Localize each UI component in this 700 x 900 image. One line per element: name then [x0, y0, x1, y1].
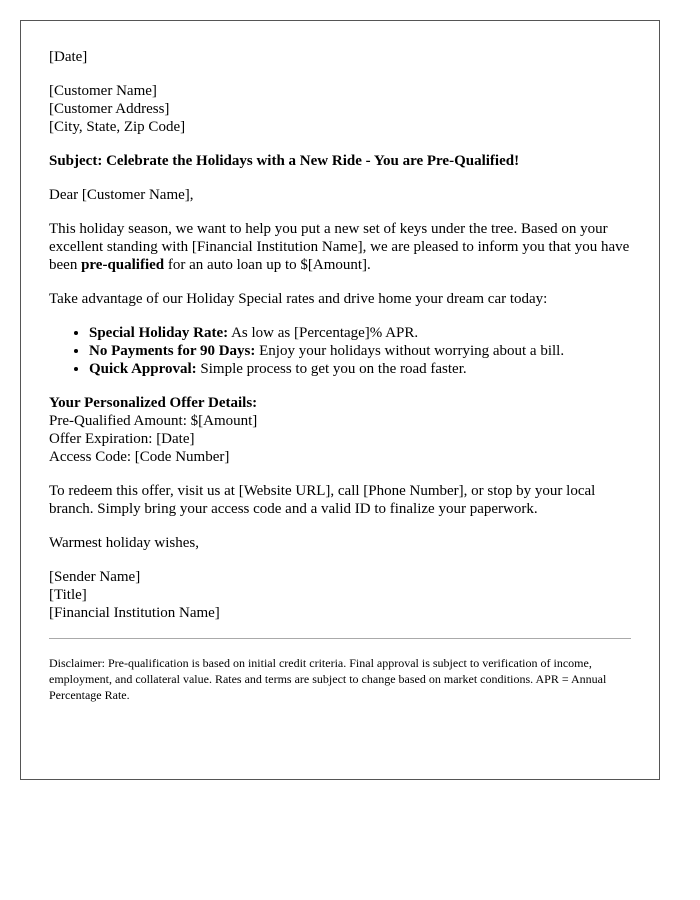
- sender-name: [Sender Name]: [49, 569, 141, 585]
- intro-text-start: This holiday season, we want to help you put a new set of keys under the tree. Based on your excellent standing with [Financial Institution Name], we are pleased to inform you that you have been: [49, 221, 630, 273]
- sender-institution: [Financial Institution Name]: [49, 605, 220, 621]
- intro-text-end: for an auto loan up to $[Amount].: [164, 257, 371, 273]
- offer-details-heading: Your Personalized Offer Details:: [49, 395, 258, 411]
- intro-text-bold: pre-qualified: [81, 257, 165, 273]
- lead-in-paragraph: Take advantage of our Holiday Special rates and drive home your dream car today:: [49, 291, 548, 307]
- disclaimer-divider: [49, 638, 631, 639]
- letter-page: [20, 20, 660, 780]
- closing: Warmest holiday wishes,: [49, 535, 200, 551]
- sender-signature-block: [49, 568, 631, 622]
- sender-title: [Title]: [49, 587, 87, 603]
- recipient-name: [Customer Name]: [49, 83, 157, 99]
- benefit-item-no-payments: [89, 342, 631, 360]
- benefit-item-holiday-rate: [89, 324, 631, 342]
- disclaimer-text: Disclaimer: Pre-qualification is based on initial credit criteria. Final approval is subject to verification of income, employment, and collateral value. Rates and terms are subject to change based on market conditions. APR = Annual Percentage Rate.: [49, 656, 607, 702]
- benefit-title: Quick Approval:: [89, 361, 197, 377]
- redeem-paragraph: To redeem this offer, visit us at [Website URL], call [Phone Number], or stop by your local branch. Simply bring your access code and a valid ID to finalize your paperwork.: [49, 483, 596, 517]
- offer-expiration: Offer Expiration: [Date]: [49, 431, 195, 447]
- benefit-text: Enjoy your holidays without worrying about a bill.: [255, 343, 565, 359]
- offer-access-code: Access Code: [Code Number]: [49, 449, 230, 465]
- recipient-address: [Customer Address]: [49, 101, 170, 117]
- benefit-title: No Payments for 90 Days:: [89, 343, 256, 359]
- benefit-title: Special Holiday Rate:: [89, 325, 229, 341]
- recipient-address-block: [49, 82, 631, 136]
- benefit-item-quick-approval: [89, 360, 631, 378]
- letter-date: [Date]: [49, 49, 88, 65]
- offer-details-block: [49, 394, 631, 466]
- benefit-text: Simple process to get you on the road faster.: [196, 361, 467, 377]
- offer-amount: Pre-Qualified Amount: $[Amount]: [49, 413, 258, 429]
- salutation: Dear [Customer Name],: [49, 187, 194, 203]
- benefits-list: [49, 324, 631, 378]
- letter-subject: Subject: Celebrate the Holidays with a New Ride - You are Pre-Qualified!: [49, 153, 520, 169]
- benefit-text: As low as [Percentage]% APR.: [228, 325, 419, 341]
- intro-paragraph: [49, 220, 631, 274]
- recipient-city-state-zip: [City, State, Zip Code]: [49, 119, 186, 135]
